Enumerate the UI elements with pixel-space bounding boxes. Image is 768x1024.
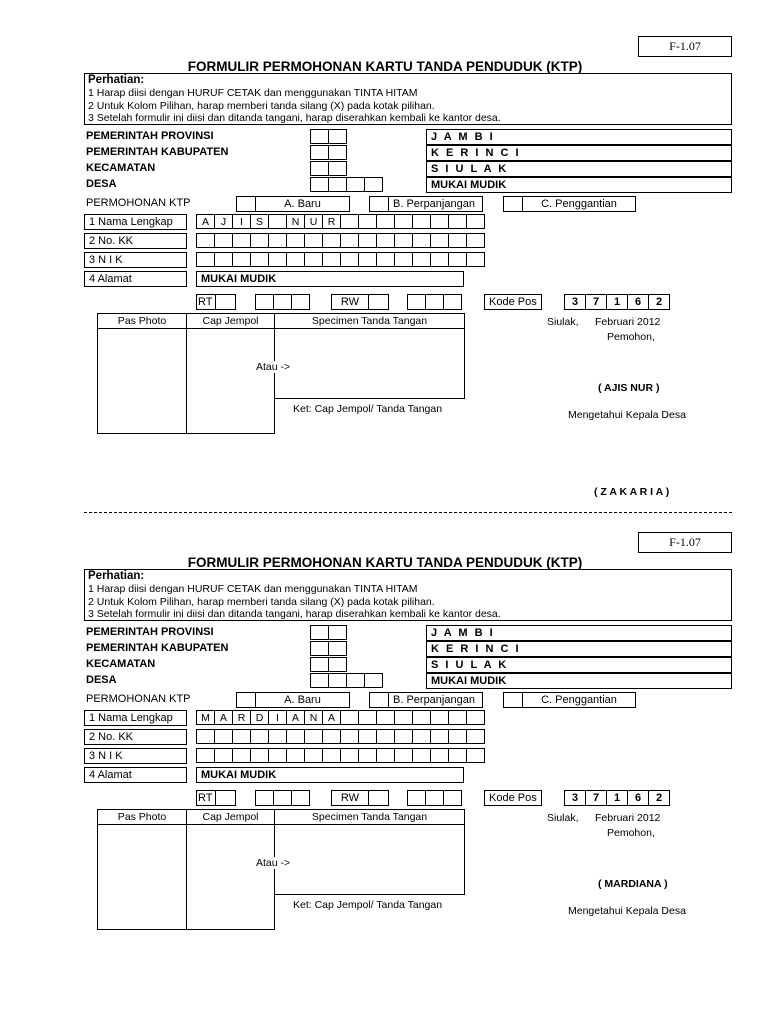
kk-number-cells[interactable]: [196, 233, 485, 248]
digit-cell[interactable]: [466, 252, 485, 267]
name-letter-cell[interactable]: [412, 214, 431, 229]
digit-cell[interactable]: [232, 729, 251, 744]
rw-cell[interactable]: [368, 790, 389, 806]
option-penggantian-checkbox[interactable]: [503, 196, 523, 212]
nik-cells[interactable]: [196, 252, 485, 267]
digit-cell[interactable]: [376, 748, 395, 763]
rw-label: RW: [331, 790, 369, 806]
postal-code-cells[interactable]: 3 7 1 6 2: [564, 790, 670, 806]
digit-cell[interactable]: [412, 252, 431, 267]
form-code: F-1.07: [638, 532, 732, 553]
rt-cell[interactable]: [215, 294, 236, 310]
rw-label: RW: [331, 294, 369, 310]
name-letter-cell[interactable]: R: [232, 710, 251, 725]
applicant-role: Pemohon,: [607, 827, 655, 839]
kk-number-cells[interactable]: [196, 729, 485, 744]
digit-cell[interactable]: [430, 252, 449, 267]
nik-label: 3 N I K: [84, 748, 187, 764]
name-letter-cell[interactable]: [430, 214, 449, 229]
name-letter-cell[interactable]: [358, 710, 377, 725]
option-baru-checkbox[interactable]: [236, 196, 256, 212]
digit-cell[interactable]: [466, 233, 485, 248]
digit-cell[interactable]: [250, 252, 269, 267]
photo-box[interactable]: [97, 809, 187, 930]
full-name-cells[interactable]: [196, 710, 485, 725]
digit-cell[interactable]: [412, 729, 431, 744]
regency-code-cells[interactable]: [310, 145, 347, 160]
name-letter-cell[interactable]: [268, 214, 287, 229]
regency-label: PEMERINTAH KABUPATEN: [86, 146, 229, 158]
rt-number-cells[interactable]: [255, 790, 310, 806]
rw-number-cells[interactable]: [407, 790, 462, 806]
digit-cell[interactable]: [412, 748, 431, 763]
cut-line-divider: [84, 512, 732, 513]
address-text: MUKAI MUDIK: [201, 273, 277, 285]
thumbprint-note: Ket: Cap Jempol/ Tanda Tangan: [293, 899, 443, 911]
sign-place: Siulak,: [547, 812, 579, 824]
kk-number-label: 2 No. KK: [84, 233, 187, 249]
rt-number-cells[interactable]: [255, 294, 310, 310]
district-label: KECAMATAN: [86, 658, 156, 670]
digit-cell[interactable]: [430, 729, 449, 744]
option-baru-label: A. Baru: [255, 692, 350, 708]
notice-line: 3 Setelah formulir ini diisi dan ditanda tangani, harap diserahkan kembali ke kantor desa.: [88, 112, 501, 124]
name-letter-cell[interactable]: [466, 710, 485, 725]
digit-cell[interactable]: [268, 729, 287, 744]
digit-cell[interactable]: [322, 748, 341, 763]
option-penggantian-label: C. Penggantian: [522, 196, 636, 212]
or-arrow-text: Atau ->: [256, 857, 291, 869]
digit-cell[interactable]: [394, 233, 413, 248]
name-letter-cell[interactable]: [430, 710, 449, 725]
name-letter-cell[interactable]: [448, 710, 467, 725]
village-label: DESA: [86, 674, 117, 686]
province-value: J A M B I: [426, 625, 732, 641]
notice-line: 1 Harap diisi dengan HURUF CETAK dan menggunakan TINTA HITAM: [88, 87, 418, 99]
village-value: MUKAI MUDIK: [426, 673, 732, 689]
ktp-application-form-2: [0, 496, 768, 976]
option-perpanjangan-label: B. Perpanjangan: [388, 692, 483, 708]
address-label: 4 Alamat: [84, 271, 187, 287]
village-code-cells[interactable]: [310, 177, 383, 192]
village-label: DESA: [86, 178, 117, 190]
name-letter-cell[interactable]: R: [322, 214, 341, 229]
option-perpanjangan-checkbox[interactable]: [369, 692, 389, 708]
applicant-signature-name: ( AJIS NUR ): [598, 382, 660, 394]
village-value: MUKAI MUDIK: [426, 177, 732, 193]
or-arrow-text: Atau ->: [256, 361, 291, 373]
digit-cell[interactable]: [250, 748, 269, 763]
digit-cell[interactable]: [358, 729, 377, 744]
name-letter-cell[interactable]: [412, 710, 431, 725]
applicant-role: Pemohon,: [607, 331, 655, 343]
thumbprint-box[interactable]: [186, 313, 275, 434]
rt-cell[interactable]: [215, 790, 236, 806]
nik-cells[interactable]: [196, 748, 485, 763]
name-letter-cell[interactable]: [394, 710, 413, 725]
name-letter-cell[interactable]: [358, 214, 377, 229]
nik-label: 3 N I K: [84, 252, 187, 268]
province-label: PEMERINTAH PROVINSI: [86, 130, 214, 142]
digit-cell[interactable]: [466, 748, 485, 763]
digit-cell[interactable]: [232, 233, 251, 248]
name-letter-cell[interactable]: M: [196, 710, 215, 725]
digit-cell[interactable]: [286, 252, 305, 267]
postal-code-label: Kode Pos: [484, 790, 542, 806]
digit-cell[interactable]: [322, 729, 341, 744]
postal-code-label: Kode Pos: [484, 294, 542, 310]
name-letter-cell[interactable]: I: [268, 710, 287, 725]
province-label: PEMERINTAH PROVINSI: [86, 626, 214, 638]
digit-cell[interactable]: [286, 748, 305, 763]
notice-box: [84, 569, 732, 621]
regency-label: PEMERINTAH KABUPATEN: [86, 642, 229, 654]
notice-heading: Perhatian:: [88, 570, 145, 582]
notice-line: 2 Untuk Kolom Pilihan, harap memberi tanda silang (X) pada kotak pilihan.: [88, 595, 435, 608]
digit-cell[interactable]: [340, 233, 359, 248]
digit-cell[interactable]: [358, 233, 377, 248]
digit-cell[interactable]: [394, 252, 413, 267]
name-letter-cell[interactable]: N: [304, 710, 323, 725]
name-letter-cell[interactable]: [340, 214, 359, 229]
regency-code-cells[interactable]: [310, 641, 347, 656]
name-letter-cell[interactable]: [394, 214, 413, 229]
digit-cell[interactable]: [322, 252, 341, 267]
digit-cell[interactable]: [412, 233, 431, 248]
address-value: [196, 767, 464, 783]
digit-cell[interactable]: [376, 233, 395, 248]
digit-cell[interactable]: [394, 729, 413, 744]
thumbprint-note: Ket: Cap Jempol/ Tanda Tangan: [293, 403, 443, 415]
specimen-heading: Specimen Tanda Tangan: [311, 315, 428, 327]
notice-box: [84, 73, 732, 125]
photo-heading: Pas Photo: [117, 315, 167, 327]
province-code-cells[interactable]: [310, 129, 347, 144]
name-letter-cell[interactable]: [340, 710, 359, 725]
digit-cell[interactable]: [340, 729, 359, 744]
rw-number-cells[interactable]: [407, 294, 462, 310]
name-letter-cell[interactable]: [448, 214, 467, 229]
name-letter-cell[interactable]: A: [196, 214, 215, 229]
name-letter-cell[interactable]: U: [304, 214, 323, 229]
digit-cell[interactable]: [214, 233, 233, 248]
option-penggantian-checkbox[interactable]: [503, 692, 523, 708]
name-letter-cell[interactable]: [466, 214, 485, 229]
regency-value: K E R I N C I: [426, 641, 732, 657]
district-code-cells[interactable]: [310, 161, 347, 176]
digit-cell[interactable]: [448, 748, 467, 763]
option-perpanjangan-checkbox[interactable]: [369, 196, 389, 212]
digit-cell[interactable]: [340, 252, 359, 267]
district-label: KECAMATAN: [86, 162, 156, 174]
name-letter-cell[interactable]: A: [322, 710, 341, 725]
village-code-cells[interactable]: [310, 673, 383, 688]
digit-cell[interactable]: [232, 252, 251, 267]
name-letter-cell[interactable]: S: [250, 214, 269, 229]
digit-cell[interactable]: [268, 252, 287, 267]
digit-cell[interactable]: [376, 729, 395, 744]
thumbprint-heading: Cap Jempol: [202, 811, 259, 823]
name-letter-cell[interactable]: A: [214, 710, 233, 725]
regency-value: K E R I N C I: [426, 145, 732, 161]
full-name-cells[interactable]: [196, 214, 485, 229]
notice-line: 2 Untuk Kolom Pilihan, harap memberi tanda silang (X) pada kotak pilihan.: [88, 99, 435, 112]
province-code-cells[interactable]: [310, 625, 347, 640]
option-penggantian-label: C. Penggantian: [522, 692, 636, 708]
digit-cell[interactable]: [196, 252, 215, 267]
digit-cell[interactable]: [304, 233, 323, 248]
address-label: 4 Alamat: [84, 767, 187, 783]
province-value: J A M B I: [426, 129, 732, 145]
notice-heading: Perhatian:: [88, 74, 145, 86]
name-letter-cell[interactable]: D: [250, 710, 269, 725]
thumbprint-heading: Cap Jempol: [202, 315, 259, 327]
permohonan-label: PERMOHONAN KTP: [86, 693, 191, 705]
sign-date: Februari 2012: [595, 812, 661, 824]
applicant-signature-name: ( MARDIANA ): [598, 878, 668, 890]
digit-cell[interactable]: [358, 252, 377, 267]
village-head-acknowledgement: Mengetahui Kepala Desa: [568, 905, 686, 917]
name-letter-cell[interactable]: [376, 214, 395, 229]
digit-cell[interactable]: [340, 748, 359, 763]
rw-cell[interactable]: [368, 294, 389, 310]
rt-label: RT: [196, 790, 216, 806]
digit-cell[interactable]: [286, 729, 305, 744]
ktp-application-form-1: [0, 0, 768, 498]
digit-cell[interactable]: [214, 729, 233, 744]
village-head-acknowledgement: Mengetahui Kepala Desa: [568, 409, 686, 421]
district-value: S I U L A K: [426, 161, 732, 177]
specimen-heading: Specimen Tanda Tangan: [311, 811, 428, 823]
thumbprint-box[interactable]: [186, 809, 275, 930]
digit-cell[interactable]: [268, 748, 287, 763]
digit-cell[interactable]: [250, 729, 269, 744]
photo-box[interactable]: [97, 313, 187, 434]
digit-cell[interactable]: [322, 233, 341, 248]
photo-heading: Pas Photo: [117, 811, 167, 823]
digit-cell[interactable]: [304, 729, 323, 744]
digit-cell[interactable]: [268, 233, 287, 248]
name-letter-cell[interactable]: A: [286, 710, 305, 725]
name-letter-cell[interactable]: I: [232, 214, 251, 229]
digit-cell[interactable]: [250, 233, 269, 248]
rt-label: RT: [196, 294, 216, 310]
address-value: [196, 271, 464, 287]
district-code-cells[interactable]: [310, 657, 347, 672]
digit-cell[interactable]: [394, 748, 413, 763]
digit-cell[interactable]: [304, 748, 323, 763]
name-letter-cell[interactable]: J: [214, 214, 233, 229]
postal-code-cells[interactable]: 3 7 1 6 2: [564, 294, 670, 310]
digit-cell[interactable]: [304, 252, 323, 267]
notice-line: 1 Harap diisi dengan HURUF CETAK dan menggunakan TINTA HITAM: [88, 583, 418, 595]
digit-cell[interactable]: [196, 233, 215, 248]
permohonan-label: PERMOHONAN KTP: [86, 197, 191, 209]
name-letter-cell[interactable]: [376, 710, 395, 725]
digit-cell[interactable]: [214, 252, 233, 267]
digit-cell[interactable]: [430, 233, 449, 248]
form-title: FORMULIR PERMOHONAN KARTU TANDA PENDUDUK (KTP): [187, 59, 583, 74]
digit-cell[interactable]: [448, 729, 467, 744]
digit-cell[interactable]: [196, 748, 215, 763]
district-value: S I U L A K: [426, 657, 732, 673]
name-letter-cell[interactable]: N: [286, 214, 305, 229]
notice-line: 3 Setelah formulir ini diisi dan ditanda tangani, harap diserahkan kembali ke kantor desa.: [88, 608, 501, 620]
digit-cell[interactable]: [196, 729, 215, 744]
sign-place: Siulak,: [547, 316, 579, 328]
kk-number-label: 2 No. KK: [84, 729, 187, 745]
option-baru-label: A. Baru: [255, 196, 350, 212]
sign-date: Februari 2012: [595, 316, 661, 328]
digit-cell[interactable]: [376, 252, 395, 267]
digit-cell[interactable]: [430, 748, 449, 763]
digit-cell[interactable]: [448, 252, 467, 267]
digit-cell[interactable]: [232, 748, 251, 763]
digit-cell[interactable]: [448, 233, 467, 248]
address-text: MUKAI MUDIK: [201, 769, 277, 781]
form-code: F-1.07: [638, 36, 732, 57]
full-name-label: 1 Nama Lengkap: [84, 214, 187, 230]
full-name-label: 1 Nama Lengkap: [84, 710, 187, 726]
village-head-signature-name: ( Z A K A R I A ): [594, 486, 670, 498]
option-perpanjangan-label: B. Perpanjangan: [388, 196, 483, 212]
digit-cell[interactable]: [358, 748, 377, 763]
form-title: FORMULIR PERMOHONAN KARTU TANDA PENDUDUK (KTP): [187, 555, 583, 570]
option-baru-checkbox[interactable]: [236, 692, 256, 708]
digit-cell[interactable]: [286, 233, 305, 248]
digit-cell[interactable]: [466, 729, 485, 744]
digit-cell[interactable]: [214, 748, 233, 763]
